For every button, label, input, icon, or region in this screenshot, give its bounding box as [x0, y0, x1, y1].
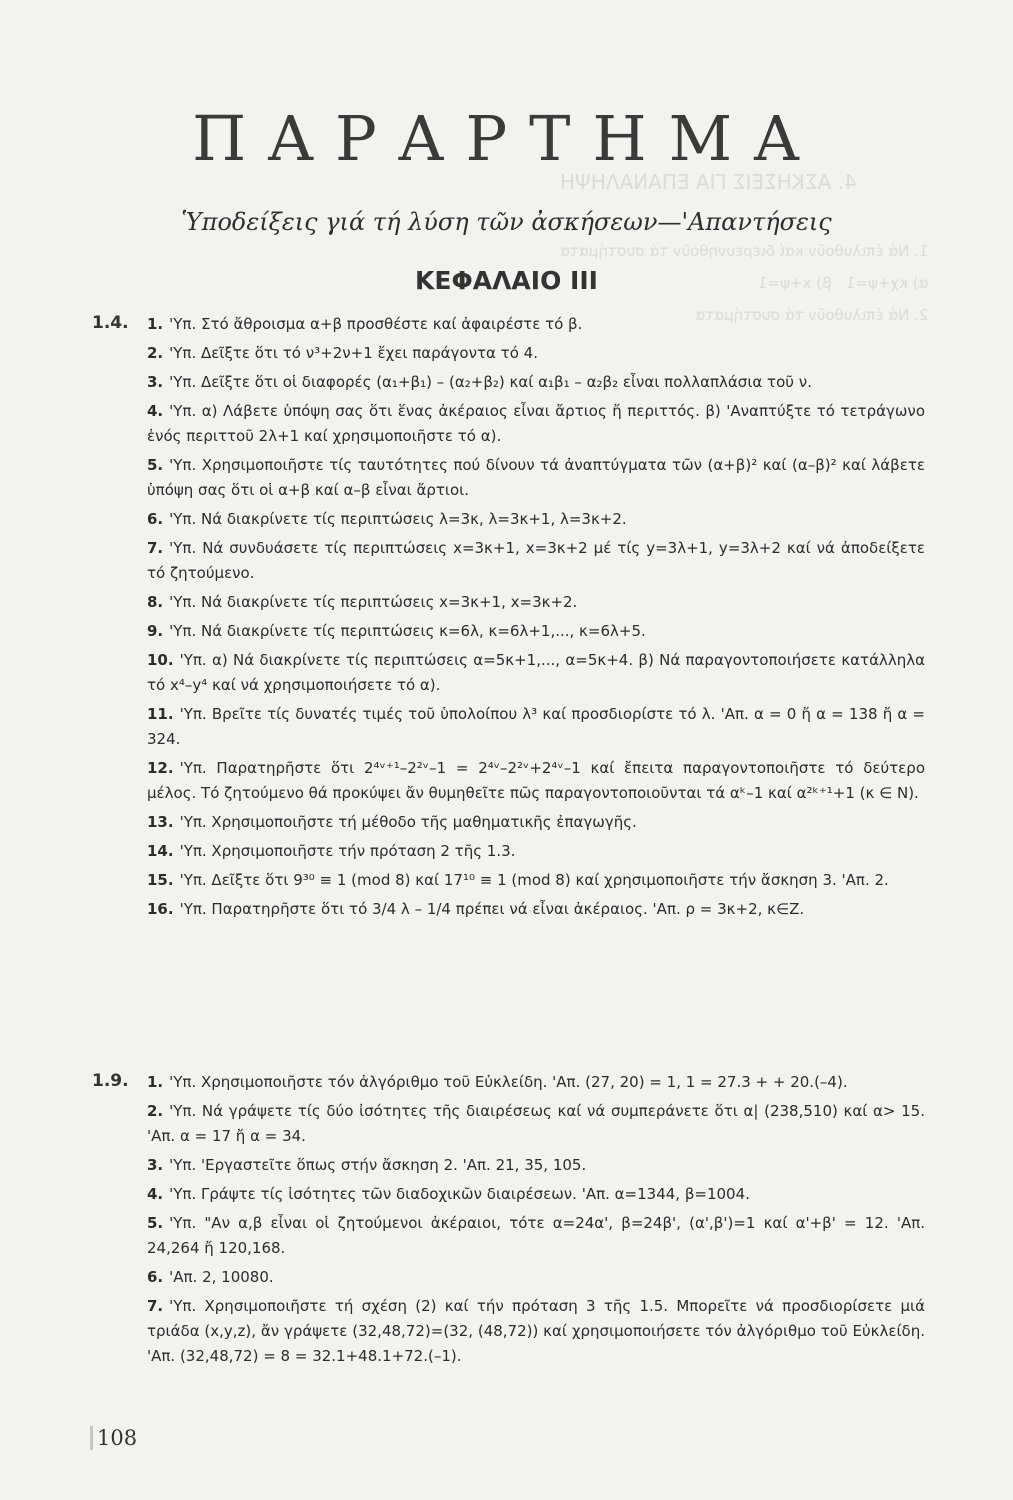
list-item	[147, 312, 925, 337]
item-text: 'Υπ. Γράψτε τίς ἰσότητες τῶν διαδοχικῶν διαιρέσεων. 'Απ. α=1344, β=1004.	[169, 1185, 750, 1203]
item-number: 13.	[147, 813, 174, 831]
item-text: 'Υπ. Δεῖξτε ὅτι οἱ διαφορές (α₁+β₁) – (α₂+β₂) καί α₁β₁ – α₂β₂ εἶναι πολλαπλάσια τοῦ ν.	[169, 373, 812, 391]
item-number: 16.	[147, 900, 174, 918]
item-text: 'Υπ. Δεῖξτε ὅτι 9³⁰ ≡ 1 (mod 8) καί 17¹⁰ ≡ 1 (mod 8) καί χρησιμοποιῆστε τήν ἄσκηση 3. 'Απ. 2.	[179, 871, 889, 889]
section-number: 1.9.	[92, 1071, 129, 1091]
item-number: 5.	[147, 456, 164, 474]
list-item	[147, 536, 925, 586]
item-text: 'Υπ. Νά διακρίνετε τίς περιπτώσεις x=3κ+1, x=3κ+2.	[169, 593, 578, 611]
item-text: 'Υπ. Παρατηρῆστε ὅτι 2⁴ᵛ⁺¹–2²ᵛ–1 = 2⁴ᵛ–2²ᵛ+2⁴ᵛ–1 καί ἔπειτα παραγοντοποιῆστε τό δεύτερο μέλος. Τό ζητούμενο θά προκύψει ἄν θυμηθεῖτε πῶς παραγοντοποιοῦνται τά αᵏ–1 καί α²ᵏ⁺¹+1 (κ ∈ N).	[147, 759, 925, 802]
item-number: 9.	[147, 622, 164, 640]
item-number: 4.	[147, 402, 164, 420]
item-number: 6.	[147, 1268, 164, 1286]
list-item	[147, 507, 925, 532]
item-text: 'Υπ. Νά γράψετε τίς δύο ἰσότητες τῆς διαιρέσεως καί νά συμπεράνετε ὅτι α| (238,510) καί α> 15. 'Απ. α = 17 ἤ α = 34.	[147, 1102, 925, 1145]
list-item	[147, 590, 925, 615]
item-number: 11.	[147, 705, 174, 723]
page-title: ΠΑΡΑΡΤΗΜΑ	[192, 102, 821, 175]
bleed-through-text: 4. ΑΣΚΗΣΕΙΣ ΓΙΑ ΕΠΑΝΑΛΗΨΗ	[560, 170, 857, 194]
list-item	[147, 1070, 925, 1095]
item-text: 'Υπ. Χρησιμοποιῆστε τήν πρόταση 2 τῆς 1.3.	[179, 842, 516, 860]
list-item	[147, 370, 925, 395]
section-number: 1.4.	[92, 313, 129, 333]
item-list	[147, 1070, 925, 1373]
list-item	[147, 1294, 925, 1369]
item-number: 8.	[147, 593, 164, 611]
item-text: 'Υπ. Παρατηρῆστε ὅτι τό 3/4 λ – 1/4 πρέπει νά εἶναι ἀκέραιος. 'Απ. ρ = 3κ+2, κ∈Z.	[179, 900, 805, 918]
item-number: 3.	[147, 373, 164, 391]
item-text: 'Υπ. Χρησιμοποιῆστε τόν ἀλγόριθμο τοῦ Εὐκλείδη. 'Απ. (27, 20) = 1, 1 = 27.3 + + 20.(–4).	[169, 1073, 848, 1091]
list-item	[147, 810, 925, 835]
list-item	[147, 839, 925, 864]
item-text: 'Υπ. α) Νά διακρίνετε τίς περιπτώσεις α=5κ+1,..., α=5κ+4. β) Νά παραγοντοποιήσετε κατάλληλα τό x⁴–y⁴ καί νά χρησιμοποιήσετε τό α).	[147, 651, 925, 694]
item-text: 'Υπ. Χρησιμοποιῆστε τή μέθοδο τῆς μαθηματικῆς ἐπαγωγῆς.	[179, 813, 637, 831]
item-number: 14.	[147, 842, 174, 860]
item-number: 2.	[147, 344, 164, 362]
item-text: 'Υπ. 'Εργαστεῖτε ὅπως στήν ἄσκηση 2. 'Απ. 21, 35, 105.	[169, 1156, 587, 1174]
page-subtitle: Ὑποδείξεις γιά τή λύση τῶν ἀσκήσεων—'Απαντήσεις	[181, 208, 832, 236]
item-text: 'Υπ. Νά διακρίνετε τίς περιπτώσεις λ=3κ, λ=3κ+1, λ=3κ+2.	[169, 510, 627, 528]
item-number: 10.	[147, 651, 174, 669]
list-item	[147, 341, 925, 366]
item-text: 'Υπ. Νά συνδυάσετε τίς περιπτώσεις x=3κ+1, x=3κ+2 μέ τίς y=3λ+1, y=3λ+2 καί νά ἀποδείξετε τό ζητούμενο.	[147, 539, 925, 582]
item-number: 1.	[147, 1073, 164, 1091]
bleed-through-text: 1. Νά ἐπιλυθοῦν καί διερευνηθοῦν τά συστήματα α) κχ+ψ=1 β) x+ψ=1 2. Νά ἐπιλυθοῦν τά συστήματα	[560, 242, 929, 324]
item-number: 4.	[147, 1185, 164, 1203]
item-number: 12.	[147, 759, 174, 777]
item-number: 5.	[147, 1214, 164, 1232]
item-number: 2.	[147, 1102, 164, 1120]
item-text: 'Υπ. "Αν α,β εἶναι οἱ ζητούμενοι ἀκέραιοι, τότε α=24α', β=24β', (α',β')=1 καί α'+β' = 12. 'Απ. 24,264 ἤ 120,168.	[147, 1214, 925, 1257]
list-item	[147, 868, 925, 893]
list-item	[147, 648, 925, 698]
list-item	[147, 1265, 925, 1290]
item-list	[147, 312, 925, 926]
item-text: 'Υπ. Νά διακρίνετε τίς περιπτώσεις κ=6λ, κ=6λ+1,..., κ=6λ+5.	[169, 622, 646, 640]
list-item	[147, 619, 925, 644]
item-text: 'Υπ. Χρησιμοποιῆστε τή σχέση (2) καί τήν πρόταση 3 τῆς 1.5. Μπορεῖτε νά προσδιορίσετε μιά τριάδα (x,y,z), ἄν γράψετε (32,48,72)=(32, (48,72)) καί χρησιμοποιήσετε τόν ἀλγόριθμο τοῦ Εὐκλείδη. 'Απ. (32,48,72) = 8 = 32.1+48.1+72.(–1).	[147, 1297, 925, 1365]
list-item	[147, 702, 925, 752]
item-number: 1.	[147, 315, 164, 333]
item-text: 'Υπ. Στό ἄθροισμα α+β προσθέστε καί ἀφαιρέστε τό β.	[169, 315, 583, 333]
list-item	[147, 1099, 925, 1149]
item-text: 'Υπ. Δεῖξτε ὅτι τό ν³+2ν+1 ἔχει παράγοντα τό 4.	[169, 344, 538, 362]
item-number: 6.	[147, 510, 164, 528]
item-text: 'Απ. 2, 10080.	[169, 1268, 274, 1286]
item-number: 3.	[147, 1156, 164, 1174]
list-item	[147, 453, 925, 503]
list-item	[147, 1211, 925, 1261]
item-number: 7.	[147, 539, 164, 557]
item-number: 15.	[147, 871, 174, 889]
list-item	[147, 1182, 925, 1207]
list-item	[147, 1153, 925, 1178]
list-item	[147, 399, 925, 449]
item-text: 'Υπ. Βρεῖτε τίς δυνατές τιμές τοῦ ὑπολοίπου λ³ καί προσδιορίστε τό λ. 'Απ. α = 0 ἤ α = 138 ἤ α = 324.	[147, 705, 925, 748]
item-text: 'Υπ. α) Λάβετε ὑπόψη σας ὅτι ἕνας ἀκέραιος εἶναι ἄρτιος ἤ περιττός. β) 'Αναπτύξτε τό τετράγωνο ἑνός περιττοῦ 2λ+1 καί χρησιμοποιῆστε τό α).	[147, 402, 925, 445]
list-item	[147, 897, 925, 922]
item-text: 'Υπ. Χρησιμοποιῆστε τίς ταυτότητες πού δίνουν τά ἀναπτύγματα τῶν (α+β)² καί (α–β)² καί λάβετε ὑπόψη σας ὅτι οἱ α+β καί α–β εἶναι ἄρτιοι.	[147, 456, 925, 499]
list-item	[147, 756, 925, 806]
item-number: 7.	[147, 1297, 164, 1315]
chapter-heading: ΚΕΦΑΛΑΙΟ III	[415, 266, 598, 295]
page-number: 108	[90, 1426, 137, 1450]
